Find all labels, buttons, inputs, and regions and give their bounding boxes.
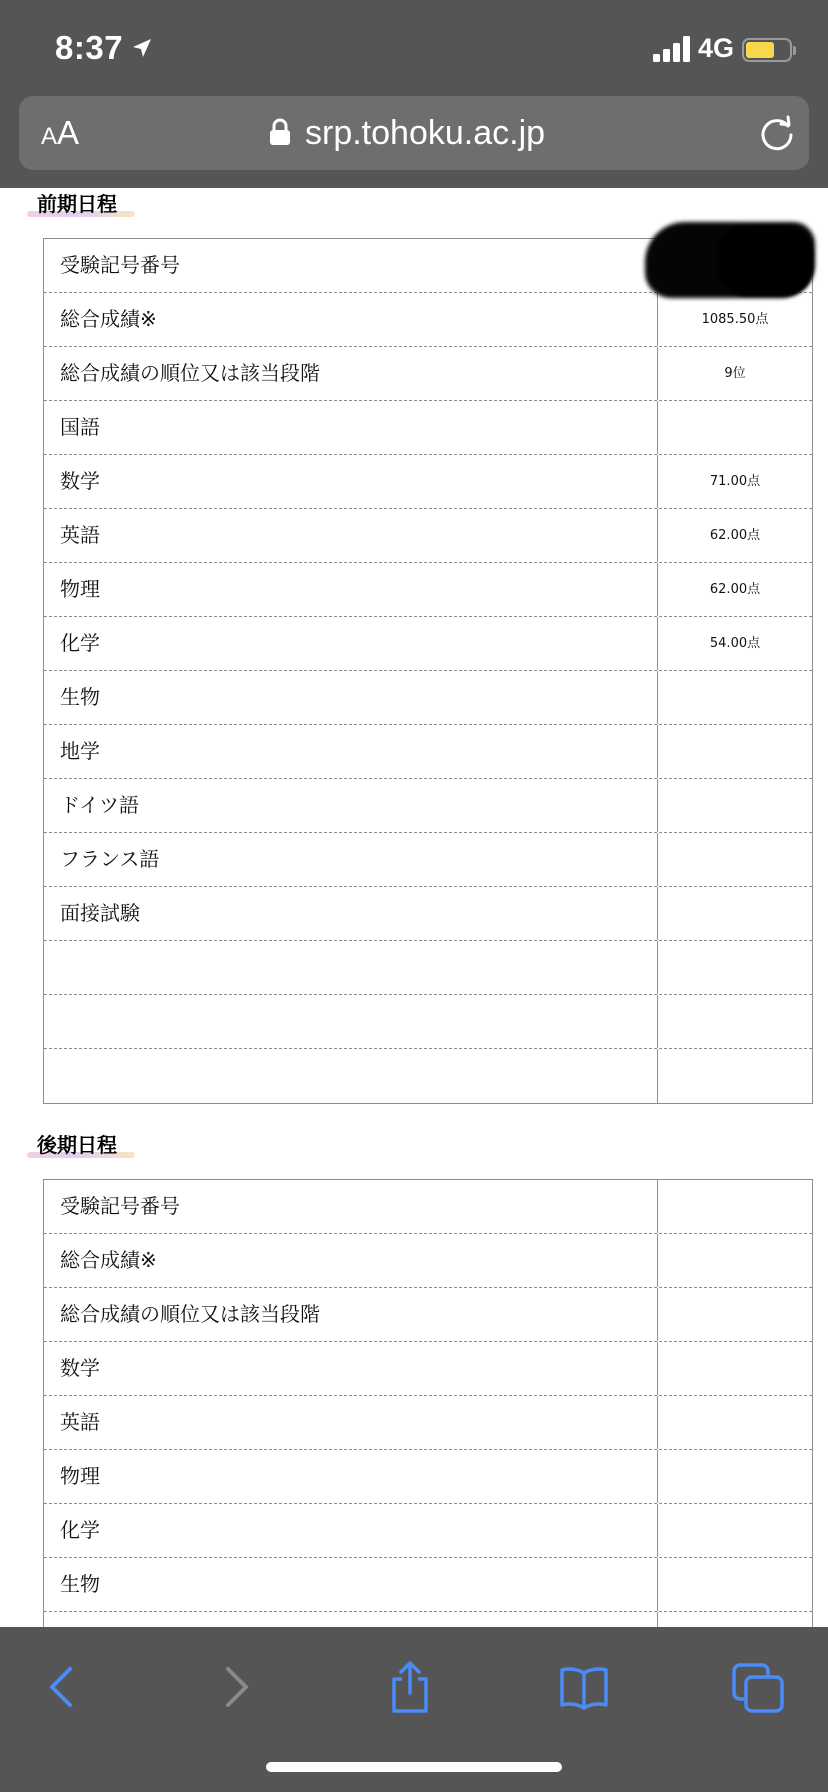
row-value [658, 887, 812, 940]
row-value: 62.00点 [709, 582, 761, 597]
row-label: 英語 [44, 1396, 658, 1449]
row-value [658, 833, 812, 886]
table-row [44, 509, 812, 563]
table-row [44, 1234, 812, 1288]
row-label: 英語 [44, 509, 658, 562]
row-label: 受験記号番号 [44, 1180, 658, 1233]
address-bar[interactable] [19, 96, 809, 170]
table-row [44, 347, 812, 401]
row-value: 9位 [724, 366, 746, 381]
row-label: 総合成績の順位又は該当段階 [44, 347, 658, 400]
row-value [658, 1180, 812, 1233]
row-value: 1085.50点 [701, 312, 769, 327]
row-label [44, 941, 658, 994]
row-value: 71.00点 [709, 474, 761, 489]
table-row [44, 293, 812, 347]
row-label: 地学 [44, 725, 658, 778]
section-title-second-stage: 後期日程 [37, 1133, 117, 1157]
redaction-mark [718, 226, 813, 296]
table-row [44, 1180, 812, 1234]
forward-icon[interactable] [206, 1657, 266, 1717]
table-row [44, 887, 812, 941]
row-label: 生物 [44, 1558, 658, 1611]
row-value [658, 1342, 812, 1395]
table-row [44, 1558, 812, 1612]
row-label: 化学 [44, 1504, 658, 1557]
lock-icon [269, 118, 291, 146]
battery-cap [793, 46, 796, 55]
row-label: 総合成績※ [44, 1234, 658, 1287]
row-label: 面接試験 [44, 887, 658, 940]
row-value [658, 671, 812, 724]
tabs-icon[interactable] [728, 1657, 788, 1717]
row-label [44, 995, 658, 1048]
row-label: ドイツ語 [44, 779, 658, 832]
table-row [44, 1450, 812, 1504]
row-value [658, 1504, 812, 1557]
row-label: 物理 [44, 1450, 658, 1503]
location-arrow-icon [130, 36, 154, 60]
status-bar [0, 0, 828, 96]
table-row [44, 1288, 812, 1342]
row-value [658, 1396, 812, 1449]
table-row [44, 671, 812, 725]
row-label: フランス語 [44, 833, 658, 886]
row-label: 総合成績※ [44, 293, 658, 346]
row-label: 数学 [44, 455, 658, 508]
status-time: 8:37 [55, 29, 124, 66]
row-label: 国語 [44, 401, 658, 454]
table-row [44, 725, 812, 779]
table-row [44, 1504, 812, 1558]
url-text[interactable]: srp.tohoku.ac.jp [305, 114, 546, 152]
row-label: 生物 [44, 671, 658, 724]
row-label: 化学 [44, 617, 658, 670]
back-icon[interactable] [32, 1657, 92, 1717]
table-row [44, 779, 812, 833]
first-stage-score-table [43, 238, 813, 1104]
section-title-first-stage: 前期日程 [37, 192, 117, 216]
second-stage-score-table [43, 1179, 813, 1667]
row-label: 総合成績の順位又は該当段階 [44, 1288, 658, 1341]
network-type: 4G [698, 33, 735, 63]
row-value [658, 1049, 812, 1103]
table-row [44, 941, 812, 995]
table-row [44, 995, 812, 1049]
table-row [44, 617, 812, 671]
share-icon[interactable] [380, 1657, 440, 1717]
table-row [44, 1396, 812, 1450]
row-label [44, 1049, 658, 1103]
cellular-signal-icon [653, 36, 691, 62]
row-value: 62.00点 [709, 528, 761, 543]
table-row [44, 401, 812, 455]
row-value [658, 941, 812, 994]
row-label: 受験記号番号 [44, 239, 658, 292]
row-value [658, 1558, 812, 1611]
row-value [658, 401, 812, 454]
reader-text-size-button[interactable]: AA [41, 114, 80, 151]
row-value [658, 1234, 812, 1287]
bookmarks-icon[interactable] [554, 1657, 614, 1717]
browser-top-chrome [0, 0, 828, 188]
row-label: 物理 [44, 563, 658, 616]
row-value [658, 779, 812, 832]
table-row [44, 1342, 812, 1396]
row-value [658, 1288, 812, 1341]
row-label: 数学 [44, 1342, 658, 1395]
reload-icon[interactable] [757, 113, 797, 153]
table-row [44, 833, 812, 887]
table-row [44, 1049, 812, 1103]
table-row [44, 563, 812, 617]
home-indicator [266, 1762, 562, 1772]
row-value [658, 995, 812, 1048]
row-value: 54.00点 [709, 636, 761, 651]
row-value [658, 1450, 812, 1503]
table-row [44, 455, 812, 509]
row-value [658, 725, 812, 778]
battery-icon [742, 38, 792, 62]
